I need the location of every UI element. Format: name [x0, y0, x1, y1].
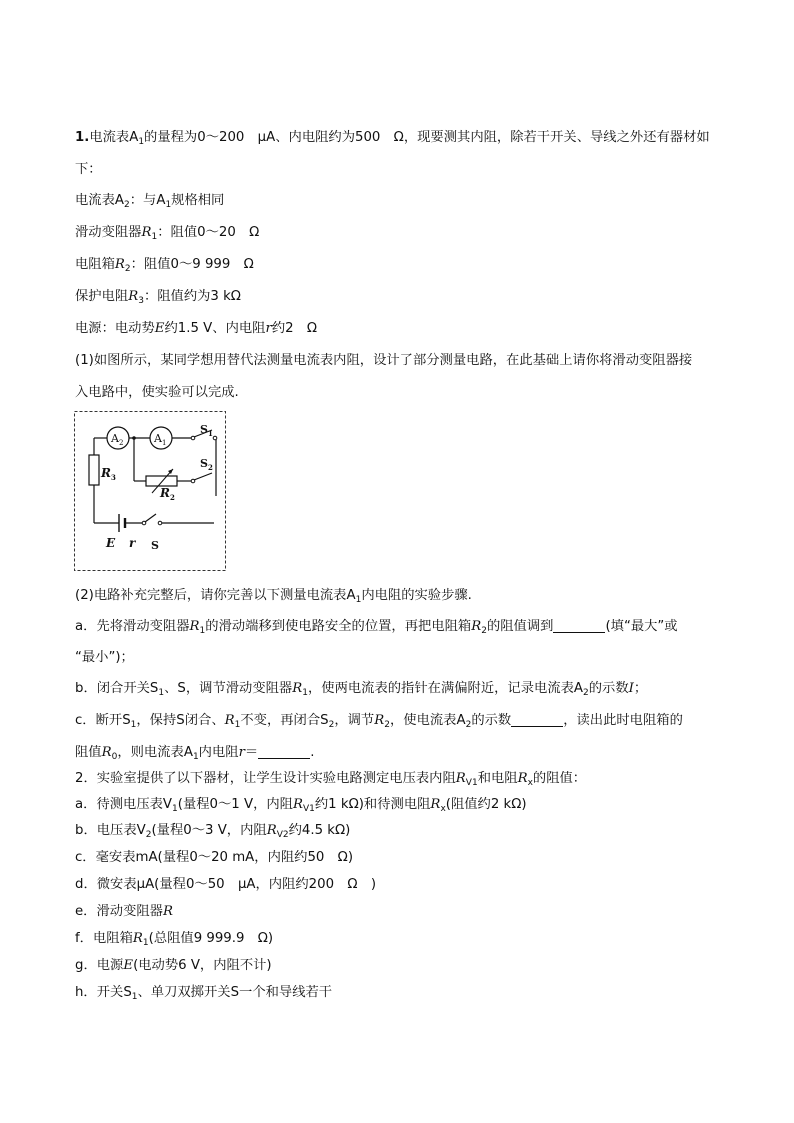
svg-text:R3: $R_3$	[101, 466, 116, 482]
svg-text:A2: $A_2$	[111, 432, 124, 447]
q1-step-a-line2: “最小”)；	[75, 650, 134, 665]
switch-s-icon	[142, 514, 162, 552]
q1-step-a-line1: a．先将滑动变阻器$R_1$的滑动端移到使电路安全的位置，再把电阻箱$R_2$的阻值调到 (填“最大”或	[75, 619, 678, 636]
q2-item-f: f．电阻箱$R_1$(总阻值9 999.9 Ω)	[75, 931, 274, 948]
answer-blank[interactable]	[553, 618, 605, 633]
switch-s1-icon	[191, 423, 217, 440]
q2-item-b: b．电压表$V_2$(量程0～3 V，内阻$R_{V2}$约4.5 kΩ)	[75, 823, 351, 840]
svg-text:A1: $A_1$	[154, 432, 167, 447]
battery-icon	[105, 514, 143, 550]
answer-blank[interactable]	[511, 712, 563, 727]
q1-step-b: b．闭合开关$S_1$、S，调节滑动变阻器$R_1$，使两电流表的指针在满偏附近，记录电流表$A_2$的示数I；	[75, 681, 648, 698]
question-number: 1.	[75, 130, 90, 145]
svg-text:R2: $R_2$	[160, 486, 175, 502]
resistance-box-r2-icon	[146, 469, 177, 502]
resistor-r3-icon	[89, 455, 116, 485]
q2-item-g: g．电源E(电动势6 V，内阻不计)	[75, 958, 272, 973]
q1-item-rheostat-r1: 滑动变阻器$R_1$：阻值0～20 Ω	[75, 225, 260, 242]
q1-item-protective-resistor-r3: 保护电阻$R_3$：阻值约为3 kΩ	[75, 289, 241, 306]
q1-part1-line2: 入电路中，使实验可以完成.	[75, 385, 239, 400]
q2-item-e: e．滑动变阻器R	[75, 904, 173, 919]
q1-part2-heading: (2)电路补充完整后，请你完善以下测量电流表$A_1$内电阻的实验步骤.	[75, 588, 472, 605]
ammeter-a1-icon	[150, 427, 172, 449]
q1-item-power-source: 电源：电动势E约1.5 V、内电阻r约2 Ω	[75, 321, 318, 336]
q2-item-h: h．开关$S_1$、单刀双掷开关S一个和导线若干	[75, 985, 333, 1002]
q2-item-a: a．待测电压表$V_1$(量程0～1 V，内阻$R_{V1}$约1 kΩ)和待测电阻$R_x$(阻值约2 kΩ)	[75, 797, 527, 814]
svg-text:r: r	[129, 536, 136, 550]
q2-item-c: c．毫安表mA(量程0～20 mA，内阻约50 Ω)	[75, 850, 354, 865]
q2-intro: 2．实验室提供了以下器材，让学生设计实验电路测定电压表内阻$R_{V1}$和电阻$R_x$的阻值：	[75, 771, 587, 788]
q1-item-ammeter-a2: 电流表$A_2$：与$A_1$规格相同	[75, 193, 225, 210]
circuit-diagram	[74, 411, 226, 571]
svg-text:S2: $S_2$	[200, 457, 213, 472]
q2-item-d: d．微安表μA(量程0～50 μA，内阻约200 Ω )	[75, 877, 377, 892]
svg-text:S1: $S_1$	[200, 423, 213, 438]
q1-part1-line1: (1)如图所示，某同学想用替代法测量电流表内阻，设计了部分测量电路，在此基础上请你将滑动变阻器接	[75, 353, 693, 368]
junction-dot	[132, 436, 136, 440]
q1-step-c-line2: 阻值$R_0$，则电流表$A_1$内电阻r＝ .	[75, 745, 315, 762]
answer-blank[interactable]	[258, 744, 310, 759]
q1-intro-line1: 1.电流表$A_1$的量程为0～200 μA、内电阻约为500 Ω，现要测其内阻，除若干开关、导线之外还有器材如	[75, 130, 710, 147]
svg-text:E: E	[106, 536, 116, 550]
q1-intro-line2: 下：	[75, 162, 102, 177]
switch-s2-icon	[191, 457, 213, 483]
q1-item-resistance-box-r2: 电阻箱$R_2$：阻值0～9 999 Ω	[75, 257, 254, 274]
ammeter-a2-icon	[107, 427, 129, 449]
svg-text:S: S	[151, 539, 159, 552]
q1-step-c-line1: c．断开$S_1$，保持S闭合、$R_1$不变，再闭合$S_2$，调节$R_2$，使电流表$A_2$的示数 ，读出此时电阻箱的	[75, 713, 683, 730]
